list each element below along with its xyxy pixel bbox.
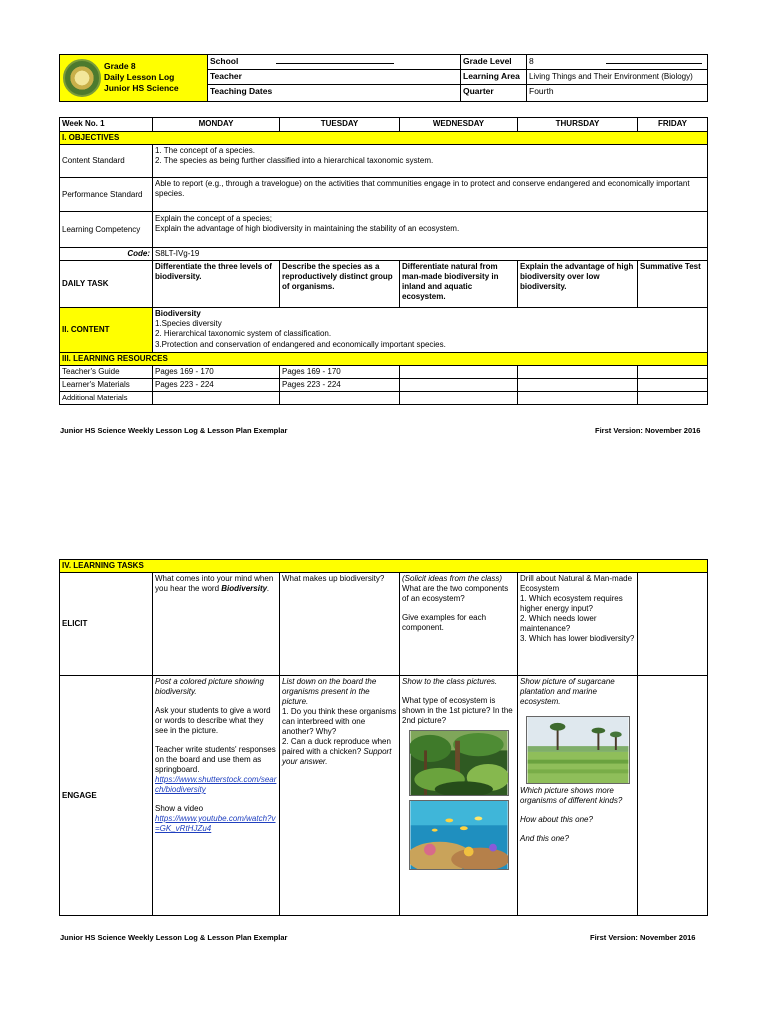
elicit-monday: What comes into your mind when you hear the word Biodiversity. [153,573,280,676]
youtube-link[interactable]: https://www.youtube.com/watch?v=GK_vRtHJZu4 [155,814,276,833]
elicit-label: ELICIT [60,573,153,676]
learners-materials-friday [638,379,708,392]
teachers-guide-tuesday: Pages 169 - 170 [280,366,400,379]
learning-resources-heading: III. LEARNING RESOURCES [60,353,708,366]
elicit-thursday: Drill about Natural & Man-made Ecosystem 1. Which ecosystem requires higher energy input? 2. Which needs lower maintenance? 3. Which has lower biodiversity? [518,573,638,676]
title-line-jhs: Junior HS Science [104,83,179,93]
weekly-plan-table [59,117,708,405]
quarter-value: Fourth [527,85,708,102]
code-value: S8LT-IVg-19 [153,248,708,261]
learners-materials-tuesday: Pages 223 - 224 [280,379,400,392]
code-label: Code: [60,248,153,261]
learning-area-label: Learning Area [461,70,527,85]
learners-materials-monday: Pages 223 - 224 [153,379,280,392]
engage-tuesday: List down on the board the organisms present in the picture. 1. Do you think these organisms can interbreed with one another? Why? 2. Can a duck reproduce when paired with a chicken? Support your answer. [280,676,400,916]
coral-reef-image [409,800,509,870]
grade-level-value: 8 [527,55,708,70]
daily-task-label: DAILY TASK [60,261,153,308]
additional-materials-label: Additional Materials [60,392,153,405]
performance-standard-label: Performance Standard [60,178,153,212]
daily-task-wednesday: Differentiate natural from man-made biodiversity in inland and aquatic ecosystem. [400,261,518,308]
header-title-cell [60,55,208,102]
learners-materials-label: Learner's Materials [60,379,153,392]
learners-materials-thursday [518,379,638,392]
teacher-field[interactable] [208,70,461,85]
engage-wednesday: Show to the class pictures. What type of ecosystem is shown in the 1st picture? In the 2nd picture? [400,676,518,916]
engage-friday [638,676,708,916]
learning-competency-label: Learning Competency [60,212,153,248]
forest-ecosystem-image [409,730,509,796]
footer-right-1: First Version: November 2016 [595,426,701,435]
elicit-friday [638,573,708,676]
header-table [59,54,708,102]
engage-label: ENGAGE [60,676,153,916]
additional-materials-friday [638,392,708,405]
learning-area-value: Living Things and Their Environment (Biology) [527,70,708,85]
additional-materials-monday [153,392,280,405]
title-line-grade: Grade 8 [104,61,136,71]
daily-task-monday: Differentiate the three levels of biodiversity. [153,261,280,308]
footer-left-2: Junior HS Science Weekly Lesson Log & Lesson Plan Exemplar [60,933,288,942]
elicit-wednesday: (Solicit ideas from the class) What are the two components of an ecosystem? Give examples for each component. [400,573,518,676]
daily-task-tuesday: Describe the species as a reproductively distinct group of organisms. [280,261,400,308]
sugarcane-plantation-image [526,716,630,784]
content-heading: II. CONTENT [60,308,153,353]
shutterstock-link[interactable]: https://www.shutterstock.com/search/biodiversity [155,775,277,794]
content-standard-value: 1. The concept of a species. 2. The species as being further classified into a hierarchical taxonomic system. [153,145,708,178]
school-field[interactable] [208,55,461,70]
objectives-heading: I. OBJECTIVES [60,132,708,145]
additional-materials-thursday [518,392,638,405]
day-tuesday: TUESDAY [280,118,400,132]
teachers-guide-thursday [518,366,638,379]
daily-task-friday: Summative Test [638,261,708,308]
quarter-label: Quarter [461,85,527,102]
additional-materials-wednesday [400,392,518,405]
engage-monday: Post a colored picture showing biodiversity. Ask your students to give a word or words to describe what they see in the picture. Teacher write students' responses on the board and use them as springboard. https://www.shutterstock.com/search/biodiversity Show a video https://www.youtube.com/watch?v=GK_vRtHJZu4 [153,676,280,916]
teaching-dates-field[interactable] [208,85,461,102]
engage-thursday: Show picture of sugarcane plantation and marine ecosystem. Which picture shows more organisms of different kinds? How about this one? And this one? [518,676,638,916]
grade-level-blank [606,56,702,64]
additional-materials-tuesday [280,392,400,405]
teachers-guide-wednesday [400,366,518,379]
teaching-dates-label: Teaching Dates [210,86,273,96]
day-thursday: THURSDAY [518,118,638,132]
school-label: School [210,56,239,66]
elicit-tuesday: What makes up biodiversity? [280,573,400,676]
day-friday: FRIDAY [638,118,708,132]
footer-right-2: First Version: November 2016 [590,933,696,942]
teachers-guide-monday: Pages 169 - 170 [153,366,280,379]
teacher-label: Teacher [210,71,242,81]
teachers-guide-label: Teacher's Guide [60,366,153,379]
content-value: Biodiversity 1.Species diversity 2. Hierarchical taxonomic system of classification. 3.Protection and conservation of endangered and economically important species. [153,308,708,353]
learners-materials-wednesday [400,379,518,392]
learning-tasks-table [59,559,708,916]
content-standard-label: Content Standard [60,145,153,178]
deped-seal-logo [60,58,104,98]
daily-task-thursday: Explain the advantage of high biodiversity over low biodiversity. [518,261,638,308]
school-blank [276,56,394,64]
performance-standard-value: Able to report (e.g., through a travelogue) on the activities that communities engage in to protect and conserve endangered and economically important species. [153,178,708,212]
grade-level-label: Grade Level [461,55,527,70]
week-number: Week No. 1 [60,118,153,132]
learning-tasks-heading: IV. LEARNING TASKS [60,560,708,573]
footer-left-1: Junior HS Science Weekly Lesson Log & Lesson Plan Exemplar [60,426,288,435]
title-line-dll: Daily Lesson Log [104,72,175,82]
day-wednesday: WEDNESDAY [400,118,518,132]
day-monday: MONDAY [153,118,280,132]
learning-competency-value: Explain the concept of a species; Explain the advantage of high biodiversity in maintaining the stability of an ecosystem. [153,212,708,248]
teachers-guide-friday [638,366,708,379]
